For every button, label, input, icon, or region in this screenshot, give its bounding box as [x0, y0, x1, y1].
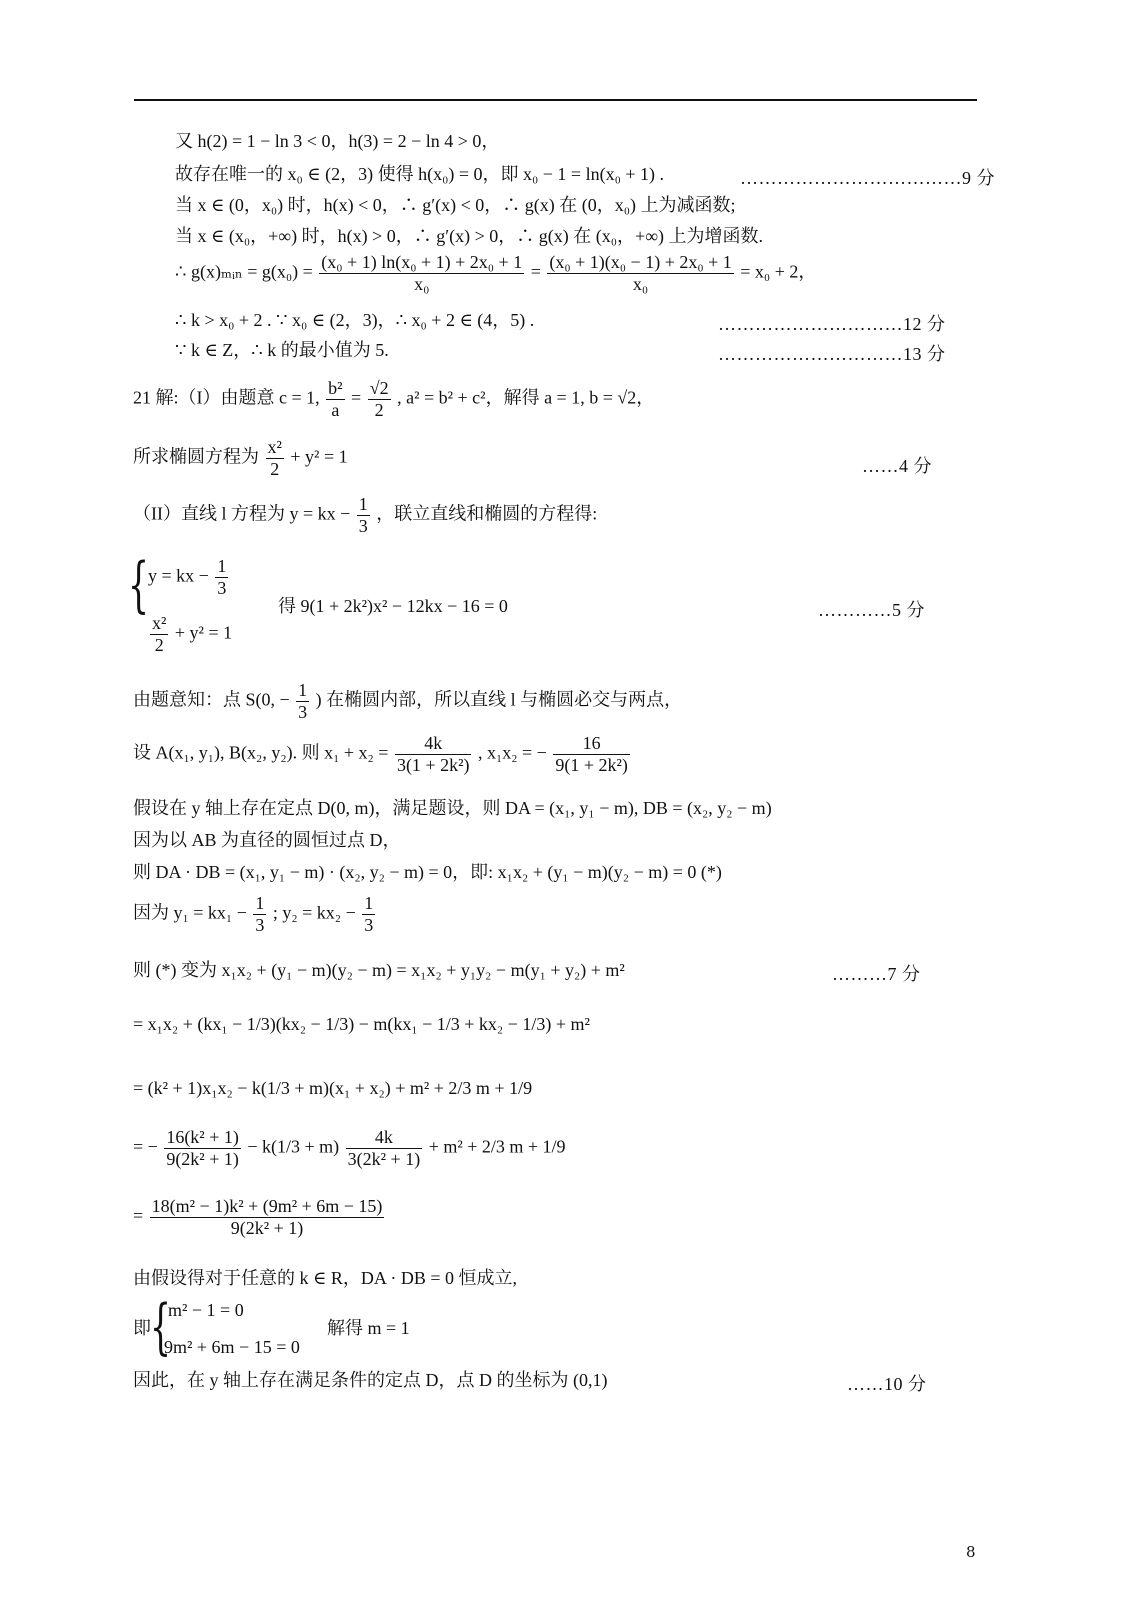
system-eq-4: 9m² + 6m − 15 = 0: [164, 1337, 300, 1357]
numerator: b²: [328, 378, 343, 398]
numerator: x²: [152, 613, 167, 633]
numerator: 4k: [395, 733, 472, 755]
denominator: 3(2k² + 1): [347, 1148, 421, 1169]
q21-line-11: 由假设得对于任意的 k ∈ R，DA · DB = 0 恒成立,: [133, 1268, 517, 1288]
equation-line: ∴ g(x)ₘᵢₙ = g(x₀) = $\frac{\text{(x₀ + 1) ln(x₀ + 1) + 2x₀ + 1}}{\text{x₀}}$ = $\frac{\text{(x₀ + 1)(x₀ − 1) + 2x₀ + 1}}{\text{x₀}}$ = x₀ + 2，: [175, 252, 817, 294]
q21-line-7: 因为以 AB 为直径的圆恒过点 D，: [133, 830, 401, 850]
equation-part: − k(1/3 + m): [247, 1136, 340, 1157]
numerator: 16(k² + 1): [166, 1127, 239, 1147]
q21-line-5: [133, 733, 632, 775]
fraction: [319, 252, 524, 294]
fraction: [368, 378, 391, 420]
denominator: x₀: [632, 273, 649, 294]
q21-line-13: 因此，在 y 轴上存在满足条件的定点 D，点 D 的坐标为 (0,1): [133, 1370, 608, 1390]
score-marker: …………………………12 分: [718, 314, 946, 334]
denominator: 3(1 + 2k²): [396, 754, 470, 775]
page-number: 8: [966, 1543, 976, 1561]
score-marker: …………5 分: [818, 600, 925, 620]
q21-line-12-label: 即: [133, 1318, 151, 1338]
q21-line-4: [133, 680, 682, 722]
denominator: 3: [217, 577, 227, 598]
denominator: 2: [374, 399, 384, 420]
equation-part: ∴ g(x)ₘᵢₙ = g(x₀) =: [175, 261, 313, 282]
header-rule: [134, 99, 977, 101]
equation-part: = x₀ + 2，: [740, 261, 817, 282]
numerator: √2: [369, 378, 389, 398]
equation-part: ; y₂ = kx₂ −: [272, 902, 356, 923]
text-line: 当 x ∈ (0，x₀) 时，h(x) < 0，∴ g′(x) < 0，∴ g(x) 在 (0，x₀) 上为减函数;: [175, 195, 736, 215]
text-line: ∴ k > x₀ + 2 . ∵ x₀ ∈ (2，3)，∴ x₀ + 2 ∈ (4，5) .: [175, 310, 535, 330]
q21-line-8: 则 DA · DB = (x₁, y₁ − m) · (x₂, y₂ − m) = 0，即: x₁x₂ + (y₁ − m)(y₂ − m) = 0 (*): [133, 862, 722, 882]
system-eq-1: [148, 556, 230, 598]
fraction: [326, 378, 344, 420]
q21-line-6: 假设在 y 轴上存在定点 D(0, m)，满足题设，则 DA = (x₁, y₁ − m), DB = (x₂, y₂ − m): [133, 798, 772, 818]
fraction: [253, 893, 266, 935]
score-marker: …………………………13 分: [718, 344, 946, 364]
q21-line-2: [133, 437, 348, 479]
fraction: [362, 893, 375, 935]
denominator: 2: [154, 634, 164, 655]
score-marker: ……10 分: [847, 1374, 927, 1394]
denominator: 9(2k² + 1): [166, 1148, 239, 1169]
numerator: 1: [364, 893, 374, 913]
denominator: a: [331, 399, 340, 420]
fraction: [215, 556, 228, 598]
q21-line-9: [133, 893, 377, 935]
fraction: [547, 252, 733, 294]
denominator: 3: [364, 914, 374, 935]
score-marker: ………………………………9 分: [740, 168, 995, 188]
fraction: [395, 733, 472, 775]
q21-line-10: 则 (*) 变为 x₁x₂ + (y₁ − m)(y₂ − m) = x₁x₂ + y₁y₂ − m(y₁ + y₂) + m²: [133, 960, 625, 980]
equation-part: = −: [133, 1136, 158, 1157]
fraction: [164, 1127, 241, 1169]
equation-part: （II）直线 l 方程为 y = kx −: [133, 503, 351, 524]
equation-part: + m² + 2/3 m + 1/9: [428, 1136, 566, 1157]
denominator: 3: [358, 515, 368, 536]
numerator: (x₀ + 1) ln(x₀ + 1) + 2x₀ + 1: [321, 252, 523, 272]
solution-text: 解得 m = 1: [327, 1318, 410, 1338]
equation-part: =: [351, 387, 362, 408]
score-marker: ……4 分: [862, 456, 932, 476]
expansion-line-4: [133, 1196, 386, 1238]
numerator: 18(m² − 1)k² + (9m² + 6m − 15): [151, 1196, 383, 1216]
numerator: (x₀ + 1)(x₀ − 1) + 2x₀ + 1: [549, 252, 732, 272]
equation-part: + y² = 1: [174, 622, 233, 643]
equation-part: ，联立直线和椭圆的方程得:: [376, 503, 598, 524]
fraction: [150, 1196, 385, 1238]
numerator: 4k: [346, 1127, 423, 1149]
numerator: 1: [298, 680, 308, 700]
numerator: 1: [358, 494, 368, 514]
expansion-line-1: = x₁x₂ + (kx₁ − 1/3)(kx₂ − 1/3) − m(kx₁ − 1/3 + kx₂ − 1/3) + m²: [133, 1014, 590, 1034]
equation-part: =: [133, 1205, 144, 1226]
expansion-line-3: [133, 1127, 566, 1169]
fraction: [553, 733, 630, 775]
text-line: 又 h(2) = 1 − ln 3 < 0，h(3) = 2 − ln 4 > 0，: [175, 131, 500, 151]
denominator: 3: [255, 914, 265, 935]
system-eq-2: [148, 613, 232, 655]
equation-part: y = kx −: [148, 565, 209, 586]
left-brace: {: [128, 550, 150, 620]
system-result: 得 9(1 + 2k²)x² − 12kx − 16 = 0: [278, 596, 508, 616]
equation-part: , x₁x₂ = −: [477, 742, 547, 763]
denominator: x₀: [414, 273, 430, 294]
equation-part: 因为 y₁ = kx₁ −: [133, 902, 247, 923]
system-eq-3: m² − 1 = 0: [168, 1300, 244, 1320]
score-marker: ………7 分: [832, 964, 921, 984]
fraction: [266, 437, 284, 479]
fraction: [357, 494, 370, 536]
text-line: 当 x ∈ (x₀，+∞) 时，h(x) > 0，∴ g′(x) > 0，∴ g(x) 在 (x₀，+∞) 上为增函数.: [175, 226, 764, 246]
text-line: ∵ k ∈ Z，∴ k 的最小值为 5.: [175, 340, 389, 360]
q21-line-3: [133, 494, 597, 536]
q21-line-1: [133, 378, 654, 420]
fraction: [150, 613, 168, 655]
fraction: [296, 680, 309, 722]
denominator: 3: [298, 701, 308, 722]
numerator: 1: [217, 556, 227, 576]
text-line: 故存在唯一的 x₀ ∈ (2，3) 使得 h(x₀) = 0，即 x₀ − 1 = ln(x₀ + 1) .: [175, 164, 664, 184]
denominator: 9(1 + 2k²): [555, 754, 628, 775]
equation-part: 由题意知：点 S(0, −: [133, 689, 290, 710]
numerator: x²: [267, 437, 282, 457]
equation-part: 设 A(x₁, y₁), B(x₂, y₂). 则 x₁ + x₂ =: [133, 742, 389, 763]
equation-part: + y² = 1: [290, 446, 348, 467]
denominator: 9(2k² + 1): [230, 1217, 304, 1238]
equation-part: ) 在椭圆内部，所以直线 l 与椭圆必交与两点，: [315, 689, 683, 710]
numerator: 16: [553, 733, 630, 755]
equation-part: 所求椭圆方程为: [133, 446, 259, 467]
equation-part: , a² = b² + c²，解得 a = 1, b = √2，: [397, 387, 655, 408]
expansion-line-2: = (k² + 1)x₁x₂ − k(1/3 + m)(x₁ + x₂) + m² + 2/3 m + 1/9: [133, 1078, 533, 1098]
denominator: 2: [270, 458, 280, 479]
numerator: 1: [255, 893, 265, 913]
equation-part: 21 解:（I）由题意 c = 1,: [133, 387, 320, 408]
fraction: [346, 1127, 423, 1169]
left-brace: {: [150, 1292, 172, 1362]
